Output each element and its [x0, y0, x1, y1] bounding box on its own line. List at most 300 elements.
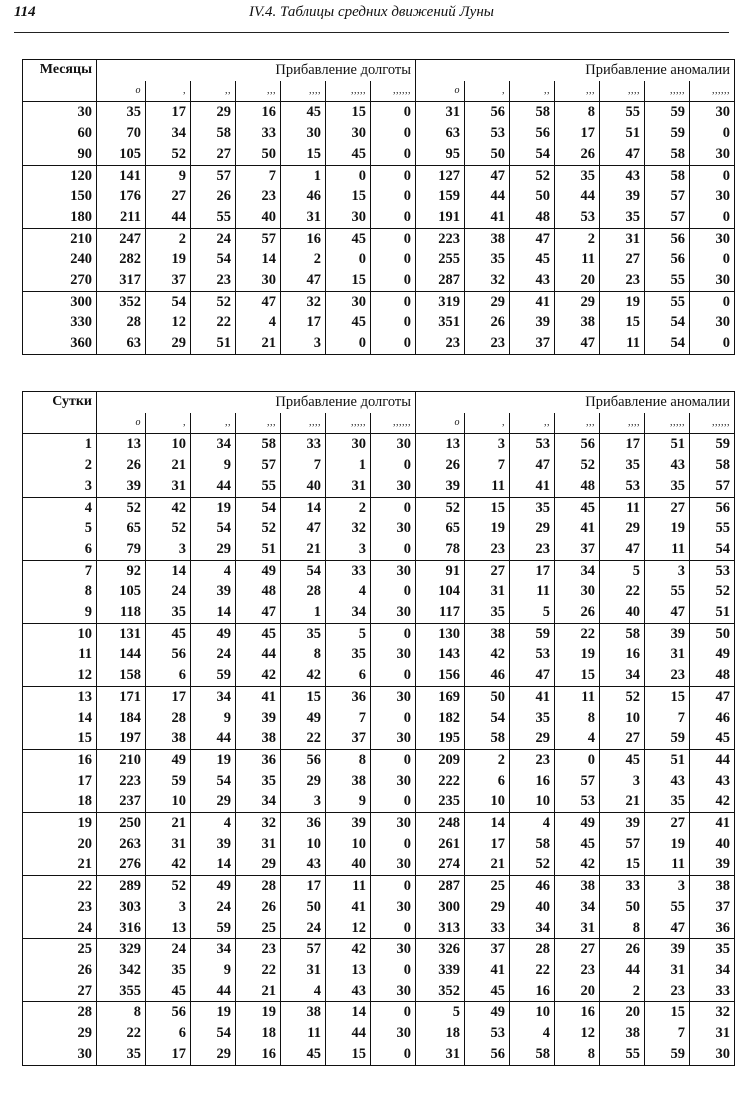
row-label: 14 [23, 708, 97, 729]
anomaly-cell: 31 [690, 1023, 735, 1044]
anomaly-cell: 47 [510, 228, 555, 249]
anomaly-cell: 274 [416, 854, 465, 875]
anomaly-cell: 191 [416, 207, 465, 228]
longitude-cell: 15 [326, 270, 371, 291]
row-label: 270 [23, 270, 97, 291]
table-row [23, 581, 735, 602]
unit-mark: ,,,,,, [371, 413, 416, 434]
anomaly-cell: 27 [600, 249, 645, 270]
longitude-cell: 0 [371, 791, 416, 812]
anomaly-cell: 35 [510, 497, 555, 518]
anomaly-cell: 37 [510, 333, 555, 354]
header-rule [14, 32, 729, 33]
row-label: 19 [23, 813, 97, 834]
longitude-cell: 30 [371, 771, 416, 792]
anomaly-cell: 22 [510, 960, 555, 981]
longitude-cell: 17 [146, 686, 191, 707]
row-label: 180 [23, 207, 97, 228]
anomaly-cell: 15 [645, 686, 690, 707]
row-label: 8 [23, 581, 97, 602]
anomaly-cell: 31 [416, 1044, 465, 1065]
unit-mark: ,, [510, 81, 555, 102]
longitude-cell: 105 [97, 144, 146, 165]
longitude-cell: 0 [371, 144, 416, 165]
longitude-cell: 43 [281, 854, 326, 875]
anomaly-cell: 41 [510, 291, 555, 312]
anomaly-cell: 36 [690, 918, 735, 939]
longitude-cell: 34 [326, 602, 371, 623]
anomaly-cell: 53 [600, 476, 645, 497]
table-row [23, 665, 735, 686]
longitude-cell: 31 [146, 476, 191, 497]
longitude-cell: 35 [146, 602, 191, 623]
anomaly-cell: 39 [690, 854, 735, 875]
anomaly-cell: 30 [690, 312, 735, 333]
anomaly-cell: 52 [690, 581, 735, 602]
longitude-cell: 34 [191, 686, 236, 707]
longitude-cell: 197 [97, 728, 146, 749]
longitude-cell: 19 [191, 1002, 236, 1023]
row-label: 11 [23, 644, 97, 665]
anomaly-cell: 31 [465, 581, 510, 602]
anomaly-cell: 50 [465, 144, 510, 165]
longitude-cell: 184 [97, 708, 146, 729]
anomaly-cell: 3 [645, 876, 690, 897]
longitude-cell: 24 [281, 918, 326, 939]
unit-mark: o [416, 81, 465, 102]
longitude-cell: 29 [236, 854, 281, 875]
anomaly-cell: 30 [690, 186, 735, 207]
anomaly-cell: 49 [690, 644, 735, 665]
longitude-cell: 38 [236, 728, 281, 749]
unit-mark: ,,,,,, [690, 81, 735, 102]
anomaly-cell: 52 [555, 455, 600, 476]
longitude-cell: 24 [146, 581, 191, 602]
longitude-cell: 247 [97, 228, 146, 249]
longitude-cell: 0 [371, 665, 416, 686]
longitude-cell: 0 [326, 249, 371, 270]
longitude-cell: 0 [371, 1002, 416, 1023]
anomaly-cell: 37 [555, 539, 600, 560]
anomaly-cell: 156 [416, 665, 465, 686]
anomaly-cell: 53 [510, 434, 555, 455]
anomaly-cell: 11 [600, 497, 645, 518]
anomaly-cell: 49 [465, 1002, 510, 1023]
unit-mark: o [416, 413, 465, 434]
anomaly-cell: 57 [555, 771, 600, 792]
anomaly-cell: 11 [645, 539, 690, 560]
unit-mark: ,,, [555, 81, 600, 102]
anomaly-cell: 47 [600, 539, 645, 560]
anomaly-cell: 58 [510, 102, 555, 123]
anomaly-cell: 29 [510, 728, 555, 749]
longitude-cell: 28 [281, 581, 326, 602]
longitude-cell: 50 [236, 144, 281, 165]
longitude-cell: 14 [326, 1002, 371, 1023]
longitude-cell: 44 [146, 207, 191, 228]
anomaly-cell: 55 [645, 270, 690, 291]
longitude-cell: 282 [97, 249, 146, 270]
anomaly-cell: 0 [690, 249, 735, 270]
anomaly-cell: 30 [690, 144, 735, 165]
longitude-cell: 25 [236, 918, 281, 939]
longitude-cell: 35 [97, 1044, 146, 1065]
anomaly-cell: 11 [555, 249, 600, 270]
longitude-cell: 23 [191, 270, 236, 291]
unit-mark: o [97, 413, 146, 434]
table-row [23, 686, 735, 707]
table-row [23, 291, 735, 312]
anomaly-cell: 29 [510, 518, 555, 539]
longitude-cell: 14 [191, 854, 236, 875]
anomaly-cell: 30 [555, 581, 600, 602]
unit-mark: ,,,,, [645, 413, 690, 434]
anomaly-cell: 59 [645, 102, 690, 123]
longitude-cell: 59 [191, 918, 236, 939]
longitude-cell: 40 [326, 854, 371, 875]
longitude-cell: 56 [146, 1002, 191, 1023]
longitude-cell: 45 [326, 228, 371, 249]
anomaly-cell: 23 [465, 333, 510, 354]
longitude-cell: 4 [236, 312, 281, 333]
anomaly-cell: 27 [465, 560, 510, 581]
anomaly-cell: 169 [416, 686, 465, 707]
anomaly-cell: 30 [690, 270, 735, 291]
anomaly-cell: 63 [416, 123, 465, 144]
anomaly-cell: 54 [645, 312, 690, 333]
longitude-cell: 32 [236, 813, 281, 834]
longitude-cell: 52 [146, 144, 191, 165]
anomaly-cell: 7 [645, 1023, 690, 1044]
anomaly-cell: 35 [555, 165, 600, 186]
table-row [23, 144, 735, 165]
longitude-cell: 9 [191, 708, 236, 729]
anomaly-cell: 11 [465, 476, 510, 497]
anomaly-cell: 34 [600, 665, 645, 686]
row-label: 10 [23, 623, 97, 644]
row-label: 15 [23, 728, 97, 749]
unit-mark: ,,,,,, [371, 81, 416, 102]
anomaly-cell: 18 [416, 1023, 465, 1044]
longitude-cell: 0 [371, 581, 416, 602]
unit-mark: ,,,, [281, 81, 326, 102]
longitude-cell: 1 [281, 602, 326, 623]
anomaly-cell: 58 [645, 144, 690, 165]
longitude-cell: 63 [97, 333, 146, 354]
anomaly-cell: 0 [690, 207, 735, 228]
longitude-cell: 65 [97, 518, 146, 539]
table-row [23, 623, 735, 644]
anomaly-cell: 26 [465, 312, 510, 333]
anomaly-cell: 27 [645, 497, 690, 518]
row-label: 60 [23, 123, 97, 144]
longitude-cell: 317 [97, 270, 146, 291]
anomaly-cell: 47 [645, 602, 690, 623]
table-row [23, 918, 735, 939]
anomaly-cell: 23 [645, 981, 690, 1002]
anomaly-cell: 30 [690, 102, 735, 123]
anomaly-cell: 52 [416, 497, 465, 518]
anomaly-cell: 57 [645, 186, 690, 207]
table-row [23, 897, 735, 918]
anomaly-cell: 30 [690, 1044, 735, 1065]
anomaly-cell: 59 [645, 728, 690, 749]
table-row [23, 102, 735, 123]
longitude-cell: 1 [281, 165, 326, 186]
longitude-cell: 24 [191, 897, 236, 918]
anomaly-cell: 248 [416, 813, 465, 834]
anomaly-cell: 209 [416, 749, 465, 770]
row-label: 1 [23, 434, 97, 455]
anomaly-cell: 17 [510, 560, 555, 581]
running-head-title: IV.4. Таблицы средних движений Луны [249, 4, 494, 20]
longitude-cell: 44 [236, 644, 281, 665]
longitude-cell: 118 [97, 602, 146, 623]
longitude-cell: 8 [326, 749, 371, 770]
longitude-cell: 0 [371, 455, 416, 476]
longitude-cell: 342 [97, 960, 146, 981]
anomaly-cell: 55 [690, 518, 735, 539]
longitude-cell: 39 [326, 813, 371, 834]
anomaly-cell: 12 [555, 1023, 600, 1044]
longitude-cell: 15 [326, 186, 371, 207]
anomaly-cell: 30 [690, 228, 735, 249]
anomaly-cell: 34 [690, 960, 735, 981]
row-label: 22 [23, 876, 97, 897]
header-row [23, 392, 735, 413]
anomaly-cell: 319 [416, 291, 465, 312]
longitude-cell: 0 [371, 749, 416, 770]
longitude-cell: 58 [236, 434, 281, 455]
anomaly-cell: 2 [465, 749, 510, 770]
longitude-cell: 56 [146, 644, 191, 665]
anomaly-cell: 52 [510, 854, 555, 875]
table-row [23, 434, 735, 455]
anomaly-cell: 47 [600, 144, 645, 165]
anomaly-cell: 29 [555, 291, 600, 312]
longitude-cell: 39 [191, 834, 236, 855]
longitude-cell: 171 [97, 686, 146, 707]
table-row [23, 497, 735, 518]
anomaly-cell: 43 [510, 270, 555, 291]
anomaly-cell: 56 [645, 249, 690, 270]
anomaly-cell: 48 [510, 207, 555, 228]
anomaly-cell: 10 [465, 791, 510, 812]
anomaly-cell: 235 [416, 791, 465, 812]
days-table [22, 391, 735, 1066]
unit-mark: ,, [191, 413, 236, 434]
anomaly-cell: 20 [555, 270, 600, 291]
longitude-cell: 79 [97, 539, 146, 560]
longitude-cell: 47 [236, 291, 281, 312]
longitude-cell: 30 [371, 728, 416, 749]
anomaly-cell: 49 [555, 813, 600, 834]
longitude-cell: 52 [146, 876, 191, 897]
longitude-cell: 29 [281, 771, 326, 792]
longitude-cell: 0 [371, 165, 416, 186]
anomaly-cell: 29 [465, 897, 510, 918]
longitude-cell: 28 [146, 708, 191, 729]
longitude-cell: 45 [146, 981, 191, 1002]
anomaly-cell: 23 [645, 665, 690, 686]
longitude-cell: 44 [191, 476, 236, 497]
anomaly-cell: 51 [600, 123, 645, 144]
anomaly-cell: 10 [600, 708, 645, 729]
longitude-cell: 15 [326, 102, 371, 123]
anomaly-cell: 31 [645, 644, 690, 665]
longitude-cell: 0 [371, 123, 416, 144]
row-label: 300 [23, 291, 97, 312]
longitude-cell: 49 [281, 708, 326, 729]
anomaly-cell: 52 [510, 165, 555, 186]
anomaly-cell: 39 [510, 312, 555, 333]
anomaly-cell: 55 [600, 102, 645, 123]
table-row [23, 333, 735, 354]
anomaly-cell: 34 [510, 918, 555, 939]
longitude-cell: 51 [191, 333, 236, 354]
row-label: 24 [23, 918, 97, 939]
longitude-cell: 33 [236, 123, 281, 144]
anomaly-cell: 56 [465, 102, 510, 123]
longitude-cell: 57 [236, 455, 281, 476]
longitude-cell: 0 [371, 918, 416, 939]
anomaly-cell: 17 [555, 123, 600, 144]
group-header-longitude: Прибавление долготы [97, 60, 416, 81]
longitude-cell: 52 [236, 518, 281, 539]
anomaly-cell: 53 [465, 123, 510, 144]
anomaly-cell: 16 [510, 771, 555, 792]
longitude-cell: 11 [281, 1023, 326, 1044]
anomaly-cell: 33 [690, 981, 735, 1002]
anomaly-cell: 11 [555, 686, 600, 707]
longitude-cell: 9 [326, 791, 371, 812]
anomaly-cell: 38 [600, 1023, 645, 1044]
longitude-cell: 13 [97, 434, 146, 455]
longitude-cell: 11 [326, 876, 371, 897]
anomaly-cell: 4 [510, 813, 555, 834]
longitude-cell: 24 [191, 228, 236, 249]
anomaly-cell: 57 [690, 476, 735, 497]
longitude-cell: 19 [191, 749, 236, 770]
table-row [23, 186, 735, 207]
table-row [23, 728, 735, 749]
longitude-cell: 24 [146, 939, 191, 960]
unit-mark: , [146, 413, 191, 434]
longitude-cell: 36 [326, 686, 371, 707]
longitude-cell: 17 [281, 876, 326, 897]
longitude-cell: 0 [371, 186, 416, 207]
longitude-cell: 33 [326, 560, 371, 581]
anomaly-cell: 16 [600, 644, 645, 665]
longitude-cell: 44 [326, 1023, 371, 1044]
longitude-cell: 210 [97, 749, 146, 770]
running-head [14, 4, 729, 34]
anomaly-cell: 313 [416, 918, 465, 939]
anomaly-cell: 104 [416, 581, 465, 602]
anomaly-cell: 28 [510, 939, 555, 960]
table-row [23, 518, 735, 539]
anomaly-cell: 58 [465, 728, 510, 749]
anomaly-cell: 31 [416, 102, 465, 123]
anomaly-cell: 4 [555, 728, 600, 749]
anomaly-cell: 56 [690, 497, 735, 518]
longitude-cell: 37 [146, 270, 191, 291]
anomaly-cell: 19 [645, 518, 690, 539]
anomaly-cell: 351 [416, 312, 465, 333]
longitude-cell: 15 [281, 144, 326, 165]
longitude-cell: 17 [281, 312, 326, 333]
anomaly-cell: 17 [600, 434, 645, 455]
anomaly-cell: 3 [600, 771, 645, 792]
anomaly-cell: 59 [690, 434, 735, 455]
longitude-cell: 38 [326, 771, 371, 792]
anomaly-cell: 52 [600, 686, 645, 707]
longitude-cell: 24 [191, 644, 236, 665]
anomaly-cell: 41 [510, 476, 555, 497]
longitude-cell: 10 [326, 834, 371, 855]
anomaly-cell: 255 [416, 249, 465, 270]
longitude-cell: 0 [371, 102, 416, 123]
anomaly-cell: 54 [645, 333, 690, 354]
longitude-cell: 21 [236, 333, 281, 354]
row-label: 16 [23, 749, 97, 770]
unit-mark: o [97, 81, 146, 102]
anomaly-cell: 4 [510, 1023, 555, 1044]
longitude-cell: 26 [236, 897, 281, 918]
longitude-cell: 105 [97, 581, 146, 602]
longitude-cell: 13 [326, 960, 371, 981]
longitude-cell: 0 [371, 623, 416, 644]
anomaly-cell: 10 [510, 791, 555, 812]
longitude-cell: 7 [236, 165, 281, 186]
longitude-cell: 45 [326, 144, 371, 165]
anomaly-cell: 55 [600, 1044, 645, 1065]
unit-mark: , [465, 81, 510, 102]
longitude-cell: 13 [146, 918, 191, 939]
longitude-cell: 0 [326, 165, 371, 186]
longitude-cell: 223 [97, 771, 146, 792]
table-row [23, 708, 735, 729]
table-row [23, 644, 735, 665]
page-number: 114 [14, 4, 36, 20]
anomaly-cell: 22 [600, 581, 645, 602]
unit-mark: ,,,,, [326, 413, 371, 434]
anomaly-cell: 15 [465, 497, 510, 518]
longitude-cell: 19 [191, 497, 236, 518]
row-label-header: Месяцы [23, 60, 97, 102]
longitude-cell: 45 [281, 1044, 326, 1065]
anomaly-cell: 13 [416, 434, 465, 455]
longitude-cell: 0 [371, 960, 416, 981]
anomaly-cell: 56 [510, 123, 555, 144]
anomaly-cell: 41 [555, 518, 600, 539]
longitude-cell: 51 [236, 539, 281, 560]
longitude-cell: 141 [97, 165, 146, 186]
anomaly-cell: 117 [416, 602, 465, 623]
anomaly-cell: 287 [416, 270, 465, 291]
anomaly-cell: 15 [555, 665, 600, 686]
anomaly-cell: 20 [600, 1002, 645, 1023]
longitude-cell: 42 [236, 665, 281, 686]
anomaly-cell: 29 [465, 291, 510, 312]
longitude-cell: 1 [326, 455, 371, 476]
row-label: 29 [23, 1023, 97, 1044]
row-label: 12 [23, 665, 97, 686]
anomaly-cell: 51 [645, 434, 690, 455]
anomaly-cell: 31 [600, 228, 645, 249]
longitude-cell: 0 [371, 333, 416, 354]
anomaly-cell: 29 [600, 518, 645, 539]
